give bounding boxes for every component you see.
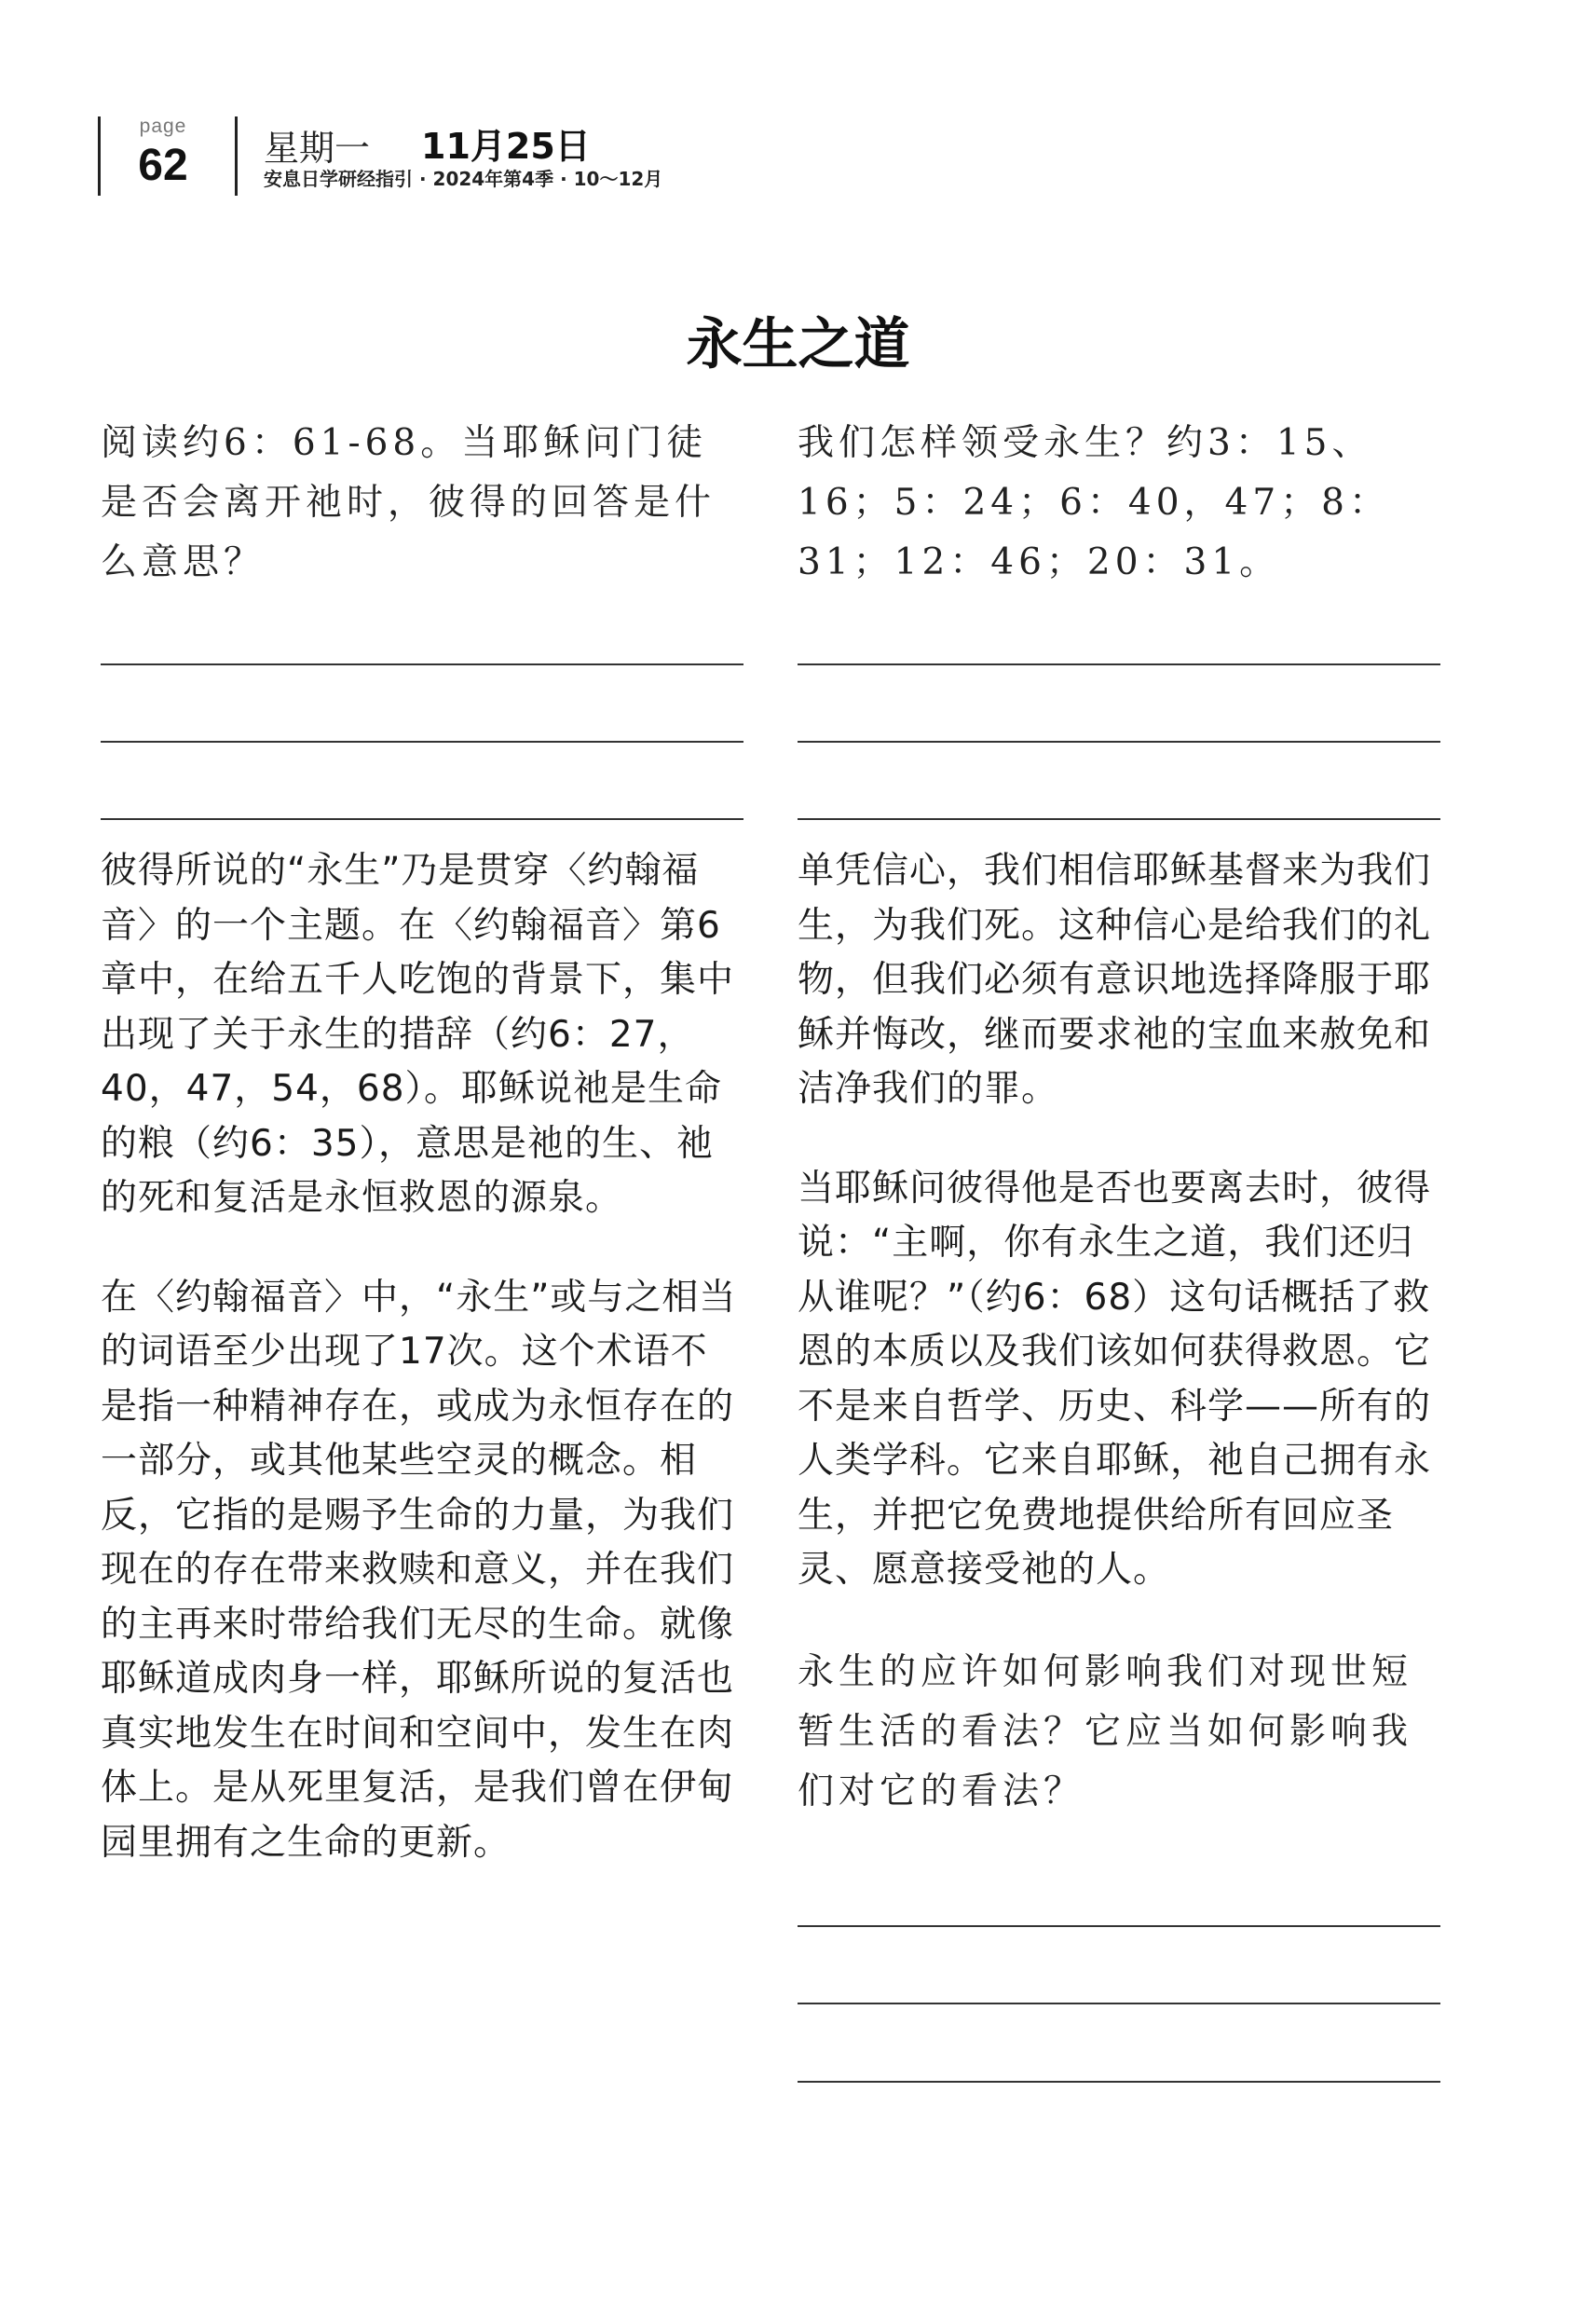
left-paragraph-1: 彼得所说的“永生”乃是贯穿〈约翰福音〉的一个主题。在〈约翰福音〉第6章中，在给五千人吃饱的背景下，集中出现了关于永生的措辞（约6：27，40，47，54，68）。耶稣说祂是生命的粮（约6：35），意思是祂的生、祂的死和复活是永恒救恩的源泉。 — [101, 850, 735, 1219]
left-column — [101, 414, 743, 593]
left-paragraph-2: 在〈约翰福音〉中，“永生”或与之相当的词语至少出现了17次。这个术语不是指一种精神存在，或成为永恒存在的一部分，或其他某些空灵的概念。相反，它指的是赐予生命的力量，为我们现在的存在带来救赎和意义，并在我们的主再来时带给我们无尽的生命。就像耶稣道成肉身一样，耶稣所说的复活也真实地发生在时间和空间中，发生在肉体上。是从死里复活，是我们曾在伊甸园里拥有之生命的更新。 — [101, 1276, 737, 1864]
right-question: 我们怎样领受永生？约3：15、16；5：24；6：40，47；8：31；12：46；20：31。 — [798, 422, 1390, 583]
reflection-question: 永生的应许如何影响我们对现世短暂生活的看法？它应当如何影响我们对它的看法？ — [798, 1650, 1413, 1812]
page-label: page — [139, 116, 187, 137]
weekday: 星期一 — [264, 128, 371, 169]
right-answer-line-4[interactable] — [798, 1925, 1440, 1927]
left-body — [101, 844, 743, 1870]
page-header — [0, 0, 1596, 214]
right-answer-line-1[interactable] — [798, 663, 1440, 665]
right-answer-line-3[interactable] — [798, 818, 1440, 820]
page-number: 62 — [138, 141, 188, 190]
right-paragraph-2: 当耶稣问彼得他是否也要离去时，彼得说：“主啊，你有永生之道，我们还归从谁呢？”（约6：68）这句话概括了救恩的本质以及我们该如何获得救恩。它不是来自哲学、历史、科学——所有的人类学科。它来自耶稣，祂自己拥有永生，并把它免费地提供给所有回应圣灵、愿意接受祂的人。 — [798, 1167, 1432, 1591]
left-answer-line-2[interactable] — [101, 741, 743, 743]
header-divider-left — [98, 116, 101, 196]
right-body — [798, 844, 1440, 1822]
left-answer-line-1[interactable] — [101, 663, 743, 665]
right-answer-line-6[interactable] — [798, 2081, 1440, 2083]
header-divider-right — [235, 116, 238, 196]
left-question: 阅读约6：61-68。当耶稣问门徒是否会离开祂时，彼得的回答是什么意思？ — [101, 422, 716, 583]
lesson-title: 永生之道 — [686, 312, 910, 377]
date: 11月25日 — [421, 126, 591, 167]
left-answer-line-3[interactable] — [101, 818, 743, 820]
right-answer-line-2[interactable] — [798, 741, 1440, 743]
guide-title: 安息日学研经指引 · 2024年第4季 · 10～12月 — [264, 168, 663, 190]
right-paragraph-1: 单凭信心，我们相信耶稣基督来为我们生，为我们死。这种信心是给我们的礼物，但我们必须有意识地选择降服于耶稣并悔改，继而要求祂的宝血来赦免和洁净我们的罪。 — [798, 850, 1432, 1110]
right-answer-line-5[interactable] — [798, 2003, 1440, 2004]
right-column — [798, 414, 1440, 593]
